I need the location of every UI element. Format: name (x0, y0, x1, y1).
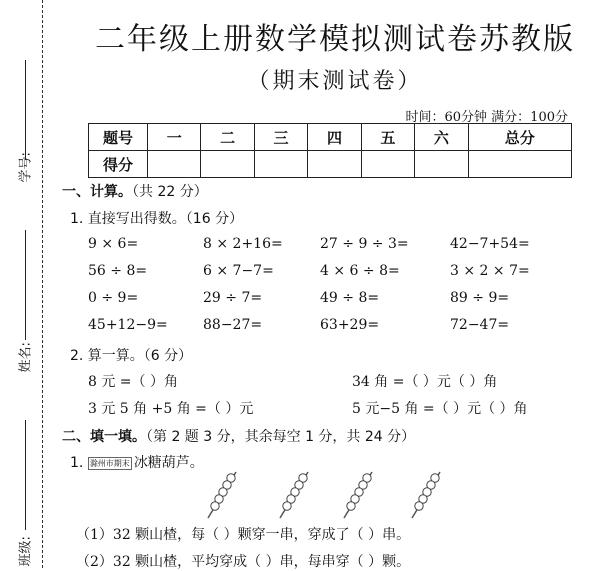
student-id-line (25, 60, 26, 160)
section2-title: 二、填一填。 (62, 429, 146, 445)
candied-haws-illustration (202, 468, 242, 520)
arithmetic-problem: 27 ÷ 9 ÷ 3= (320, 236, 409, 252)
score-table-header: 六 (415, 124, 468, 151)
arithmetic-problem: 89 ÷ 9= (450, 290, 510, 306)
page-subtitle: （期末测试卷） (247, 69, 423, 94)
student-id-label: 学号: (18, 152, 34, 183)
section2-q1-heading (70, 452, 204, 472)
section2-note: （第 2 题 3 分，其余每空 1 分，共 24 分） (146, 429, 416, 445)
section1-q1-label: 1. 直接写出得数。（16 分） (70, 211, 244, 227)
section1-heading (62, 181, 208, 201)
arithmetic-problem: 72−47= (450, 317, 510, 333)
score-table (88, 123, 572, 178)
arithmetic-problem: 29 ÷ 7= (203, 290, 263, 306)
score-table-header: 二 (201, 124, 254, 151)
arithmetic-problem: 0 ÷ 9= (88, 290, 139, 306)
score-cell[interactable] (254, 151, 307, 178)
arithmetic-problem: 6 × 7−7= (203, 263, 274, 279)
arithmetic-problem: 42−7+54= (450, 236, 530, 252)
money-conversion-problem: 5 元−5 角 =（ ）元（ ）角 (352, 401, 528, 417)
page-title: 二年级上册数学模拟测试卷苏教版 (95, 22, 575, 57)
arithmetic-problem: 56 ÷ 8= (88, 263, 148, 279)
score-cell[interactable] (148, 151, 201, 178)
section2-q1-number: 1. (70, 455, 84, 471)
candied-haws-illustration (274, 468, 314, 520)
score-table-header: 一 (148, 124, 201, 151)
binding-dashed-line (42, 0, 43, 568)
money-conversion-problem: 34 角 =（ ）元（ ）角 (352, 374, 498, 390)
money-conversion-problem: 8 元 =（ ）角 (88, 374, 178, 390)
binding-margin (0, 0, 62, 568)
score-table-header: 题号 (89, 124, 148, 151)
section1-title: 一、计算。 (62, 184, 132, 200)
section1-q2-label: 2. 算一算。（6 分） (70, 348, 193, 364)
score-table-header-row (89, 124, 572, 151)
source-tag: 滁州市期末 (89, 458, 130, 468)
section2-heading (62, 426, 415, 446)
candied-haws-illustration (406, 468, 446, 520)
score-table-header: 三 (254, 124, 307, 151)
arithmetic-problem: 88−27= (203, 317, 263, 333)
arithmetic-problem: 49 ÷ 8= (320, 290, 380, 306)
arithmetic-problem: 9 × 6= (88, 236, 139, 252)
score-table-score-row (89, 151, 572, 178)
class-line (25, 420, 26, 530)
money-conversion-problem: 3 元 5 角 +5 角 =（ ）元 (88, 401, 254, 417)
arithmetic-problem: 4 × 6 ÷ 8= (320, 263, 400, 279)
section2-q1-sub2: （2）32 颗山楂，平均穿成（ ）串，每串穿（ ）颗。 (76, 554, 411, 570)
name-label: 姓名: (18, 342, 34, 373)
score-cell[interactable] (361, 151, 414, 178)
score-table-header: 总分 (468, 124, 571, 151)
arithmetic-problem: 45+12−9= (88, 317, 168, 333)
score-cell[interactable] (415, 151, 468, 178)
candied-haws-illustration (338, 468, 378, 520)
arithmetic-problem: 63+29= (320, 317, 380, 333)
score-table-header: 五 (361, 124, 414, 151)
score-table-header: 四 (308, 124, 361, 151)
section1-note: （共 22 分） (132, 184, 208, 200)
arithmetic-problem: 3 × 2 × 7= (450, 263, 530, 279)
score-cell[interactable] (308, 151, 361, 178)
arithmetic-problem: 8 × 2+16= (203, 236, 283, 252)
name-line (25, 230, 26, 340)
score-cell[interactable] (468, 151, 571, 178)
section2-q1-sub1: （1）32 颗山楂，每（ ）颗穿一串，穿成了（ ）串。 (76, 527, 411, 543)
section2-q1-label: 冰糖葫芦。 (133, 455, 204, 471)
score-cell[interactable] (201, 151, 254, 178)
class-label: 班级: (18, 536, 34, 567)
time-info: 时间：60分钟 满分：100分 (405, 110, 568, 125)
score-row-label: 得分 (89, 151, 148, 178)
